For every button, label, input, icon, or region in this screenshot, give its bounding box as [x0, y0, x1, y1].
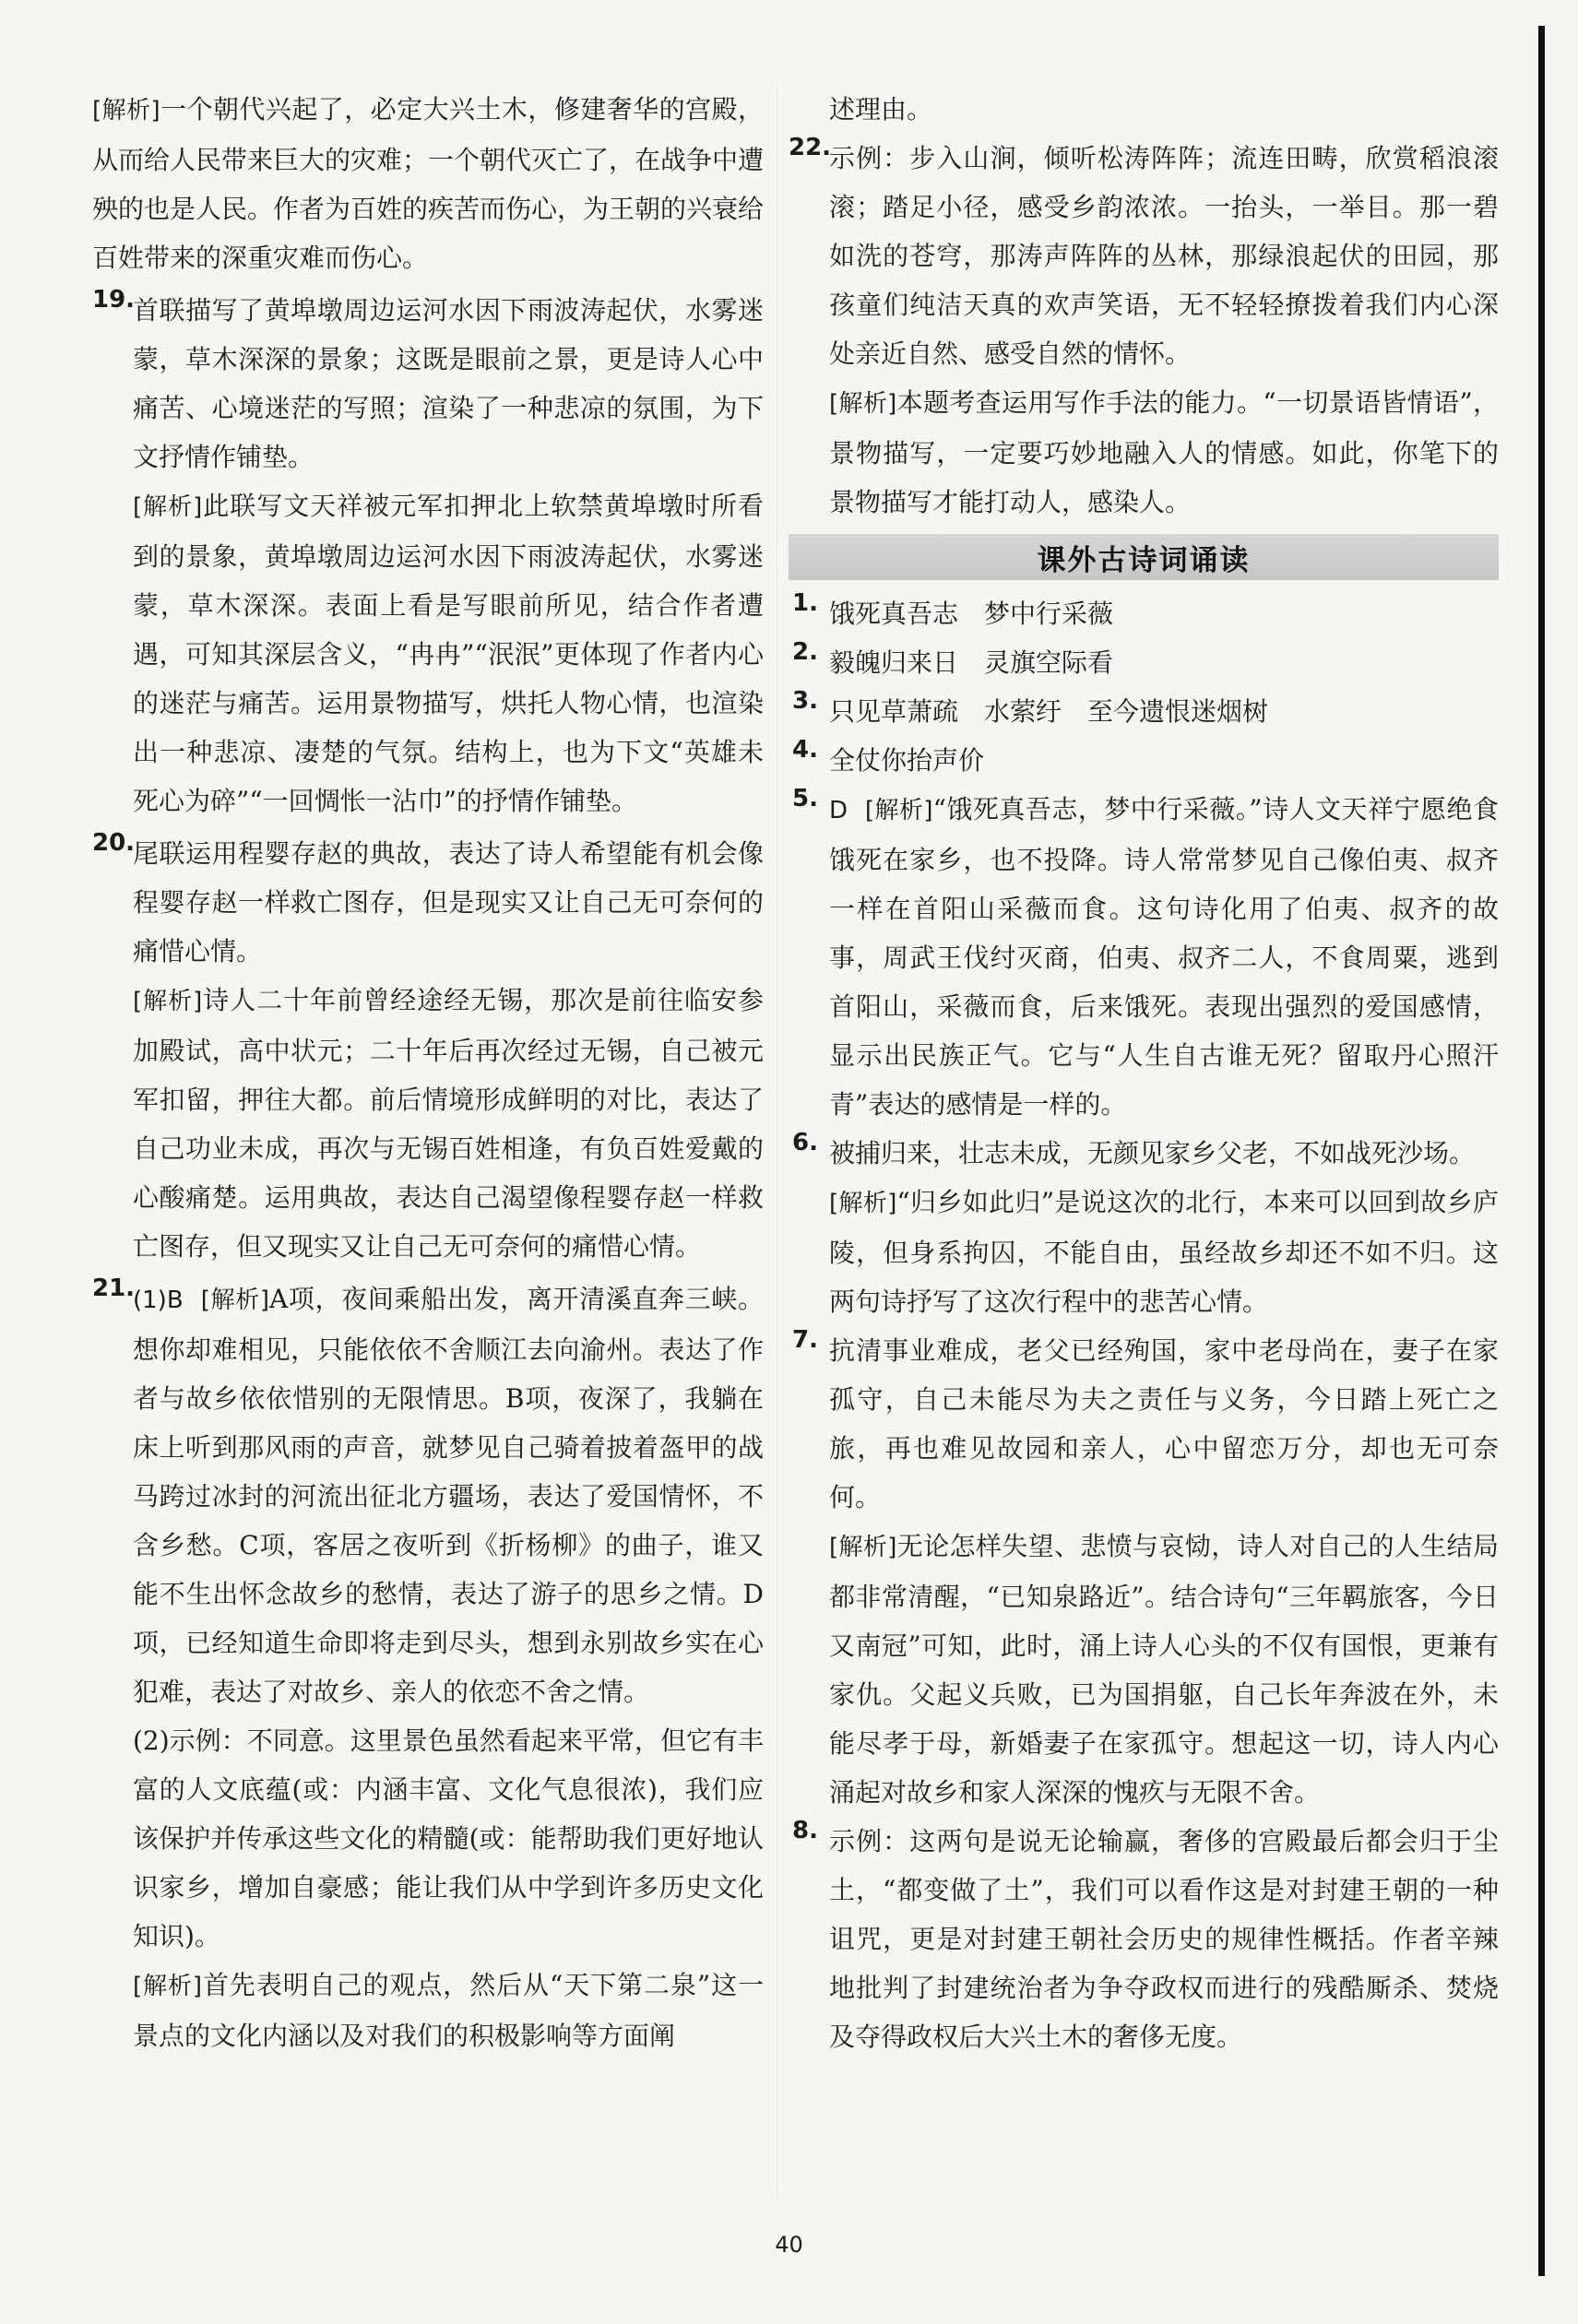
answer-text: 尾联运用程婴存赵的典故，表达了诗人希望能有机会像程婴存赵一样救亡图存，但是现实又让自己无可奈何的痛惜心情。 — [133, 838, 764, 966]
fill-item-2 — [789, 638, 1499, 687]
question-7 — [789, 1326, 1499, 1817]
part-1 — [133, 1275, 764, 1716]
part-2-label: (2)示例： — [133, 1725, 247, 1756]
part-2 — [133, 1716, 764, 1961]
question-number: 7. — [792, 1326, 818, 1354]
answer-text: 只见草萧疏 水萦纡 至今遗恨迷烟树 — [829, 696, 1269, 727]
page-number: 40 — [775, 2232, 803, 2258]
part-1-label: (1)B — [133, 1286, 184, 1314]
answer-text: 饿死真吾志 梦中行采薇 — [829, 599, 1114, 629]
question-number: 6. — [792, 1129, 818, 1156]
analysis — [829, 1178, 1499, 1326]
analysis-text: 诗人二十年前曾经途经无锡，那次是前往临安参加殿试，高中状元；二十年后再次经过无锡，自己被元军扣留，押往大都。前后情境形成鲜明的对比，表达了自己功业未成，再次与无锡百姓相逢，有负百姓爱戴的心酸痛楚。运用典故，表达自己渴望像程婴存赵一样救亡图存，但又现实又让自己无可奈何的痛惜心情。 — [133, 985, 764, 1262]
part-2-text: 不同意。这里景色虽然看起来平常，但它有丰富的人文底蕴(或：内涵丰富、文化气息很浓)，我们应该保护并传承这些文化的精髓(或：能帮助我们更好地认识家乡，增加自豪感；能让我们从中学到许多历史文化知识)。 — [133, 1725, 764, 1951]
analysis — [829, 785, 1499, 1129]
question-number: 1. — [792, 589, 818, 617]
question-21 — [92, 1275, 764, 2060]
analysis-text: “饿死真吾志，梦中行采薇。”诗人文天祥宁愿绝食饿死在家乡，也不投降。诗人常常梦见自己像伯夷、叔齐一样在首阳山采薇而食。这句诗化用了伯夷、叔齐的故事，周武王伐纣灭商，伯夷、叔齐二人，不食周粟，逃到首阳山，采薇而食，后来饿死。表现出强烈的爱国感情，显示出民族正气。它与“人生自古谁无死？留取丹心照汗青”表达的感情是一样的。 — [829, 794, 1499, 1120]
answer-choice: D — [829, 797, 848, 824]
page-edge-line — [1538, 26, 1545, 2276]
question-number: 20. — [92, 829, 136, 857]
question-number: 8. — [792, 1817, 818, 1844]
question-8 — [789, 1817, 1499, 2061]
fill-item-4 — [789, 736, 1499, 785]
answer-text: 被捕归来，壮志未成，无颜见家乡父老，不如战死沙场。 — [829, 1138, 1476, 1168]
analysis-text: “归乡如此归”是说这次的北行，本来可以回到故乡庐陵，但身系拘囚，不能自由，虽经故乡却还不如不归。这两句诗抒写了这次行程中的悲苦心情。 — [829, 1187, 1499, 1317]
left-column — [92, 85, 764, 2060]
analysis — [133, 976, 764, 1271]
question-number: 4. — [792, 736, 818, 764]
answer-text: 示例：步入山涧，倾听松涛阵阵；流连田畴，欣赏稻浪滚滚；踏足小径，感受乡韵浓浓。一抬头，一举目。那一碧如洗的苍穹，那涛声阵阵的丛林，那绿浪起伏的田园，那孩童们纯洁天真的欢声笑语，无不轻轻撩拨着我们内心深处亲近自然、感受自然的情怀。 — [829, 143, 1499, 369]
analysis-tag: [解析] — [200, 1286, 270, 1314]
question-number: 3. — [792, 687, 818, 715]
intro-analysis — [92, 85, 764, 282]
question-number: 22. — [789, 134, 832, 161]
fill-item-1 — [789, 589, 1499, 638]
continuation-text: 述理由。 — [829, 94, 933, 125]
analysis — [133, 481, 764, 825]
answer-text: 全仗你抬声价 — [829, 745, 985, 776]
right-column — [789, 85, 1499, 2061]
part-1-text: A项，夜间乘船出发，离开清溪直奔三峡。想你却难相见，只能依依不舍顺江去向渝州。表达了作者与故乡依依惜别的无限情思。B项，夜深了，我躺在床上听到那风雨的声音，就梦见自己骑着披着盔甲的战马跨过冰封的河流出征北方疆场，表达了爱国情怀，不含乡愁。C项，客居之夜听到《折杨柳》的曲子，谁又能不生出怀念故乡的愁情，表达了游子的思乡之情。D项，已经知道生命即将走到尽头，想到永别故乡实在心犯难，表达了对故乡、亲人的依恋不舍之情。 — [133, 1284, 764, 1707]
analysis-tag: [解析] — [864, 797, 933, 824]
answer-text: 抗清事业难成，老父已经殉国，家中老母尚在，妻子在家孤守，自己未能尽为夫之责任与义务，今日踏上死亡之旅，再也难见故园和亲人，心中留恋万分，却也无可奈何。 — [829, 1335, 1499, 1512]
question-5 — [789, 785, 1499, 1129]
analysis — [829, 1522, 1499, 1817]
question-number: 19. — [92, 286, 136, 314]
answer-text: 首联描写了黄埠墩周边运河水因下雨波涛起伏，水雾迷蒙，草木深深的景象；这既是眼前之景，更是诗人心中痛苦、心境迷茫的写照；渲染了一种悲凉的氛围，为下文抒情作铺垫。 — [133, 295, 764, 472]
question-19 — [92, 286, 764, 825]
analysis-text: 无论怎样失望、悲愤与哀恸，诗人对自己的人生结局都非常清醒，“已知泉路近”。结合诗句“三年羁旅客，今日又南冠”可知，此时，涌上诗人心头的不仅有国恨，更兼有家仇。父起义兵败，已为国捐躯，自己长年奔波在外，未能尽孝于母，新婚妻子在家孤守。想起这一切，诗人内心涌起对故乡和家人深深的愧疚与无限不舍。 — [829, 1531, 1499, 1808]
analysis-tag: [解析] — [133, 988, 203, 1015]
analysis-tag: [解析] — [829, 1190, 897, 1217]
fill-item-3 — [789, 687, 1499, 736]
question-22 — [789, 134, 1499, 527]
analysis-text: 此联写文天祥被元军扣押北上软禁黄埠墩时所看到的景象，黄埠墩周边运河水因下雨波涛起伏，水雾迷蒙，草木深深。表面上看是写眼前所见，结合作者遭遇，可知其深层含义，“冉冉”“泯泯”更体现了作者内心的迷茫与痛苦。运用景物描写，烘托人物心情，也渲染出一种悲凉、凄楚的气氛。结构上，也为下文“英雄未死心为碎”“一回惆怅一沾巾”的抒情作铺垫。 — [133, 491, 764, 816]
question-number: 5. — [792, 785, 818, 812]
analysis-tag: [解析] — [92, 97, 160, 125]
section-title: 课外古诗词诵读 — [1037, 543, 1251, 577]
analysis-text: 首先表明自己的观点，然后从“天下第二泉”这一景点的文化内涵以及对我们的积极影响等方面阐 — [133, 1970, 764, 2051]
section-header — [789, 534, 1499, 580]
analysis-text: 一个朝代兴起了，必定大兴土木，修建奢华的宫殿，从而给人民带来巨大的灾难；一个朝代灭亡了，在战争中遭殃的也是人民。作者为百姓的疾苦而伤心，为王朝的兴衰给百姓带来的深重灾难而伤心。 — [92, 94, 765, 273]
analysis — [133, 1961, 764, 2060]
analysis-tag: [解析] — [829, 390, 897, 418]
question-number: 21. — [92, 1275, 136, 1302]
analysis-text: 本题考查运用写作手法的能力。“一切景语皆情语”，景物描写，一定要巧妙地融入人的情感。如此，你笔下的景物描写才能打动人，感染人。 — [829, 387, 1499, 517]
question-20 — [92, 829, 764, 1271]
analysis-tag: [解析] — [133, 1973, 203, 2000]
analysis — [829, 378, 1499, 527]
question-6 — [789, 1129, 1499, 1326]
answer-text: 示例：这两句是说无论输赢，奢侈的宫殿最后都会归于尘土，“都变做了土”，我们可以看作这是对封建王朝的一种诅咒，更是对封建王朝社会历史的规律性概括。作者辛辣地批判了封建统治者为争夺政权而进行的残酷厮杀、焚烧及夺得政权后大兴土木的奢侈无度。 — [829, 1826, 1499, 2052]
answer-text: 毅魄归来日 灵旗空际看 — [829, 647, 1114, 678]
question-number: 2. — [792, 638, 818, 666]
analysis-tag: [解析] — [133, 493, 203, 521]
analysis-tag: [解析] — [829, 1534, 897, 1561]
